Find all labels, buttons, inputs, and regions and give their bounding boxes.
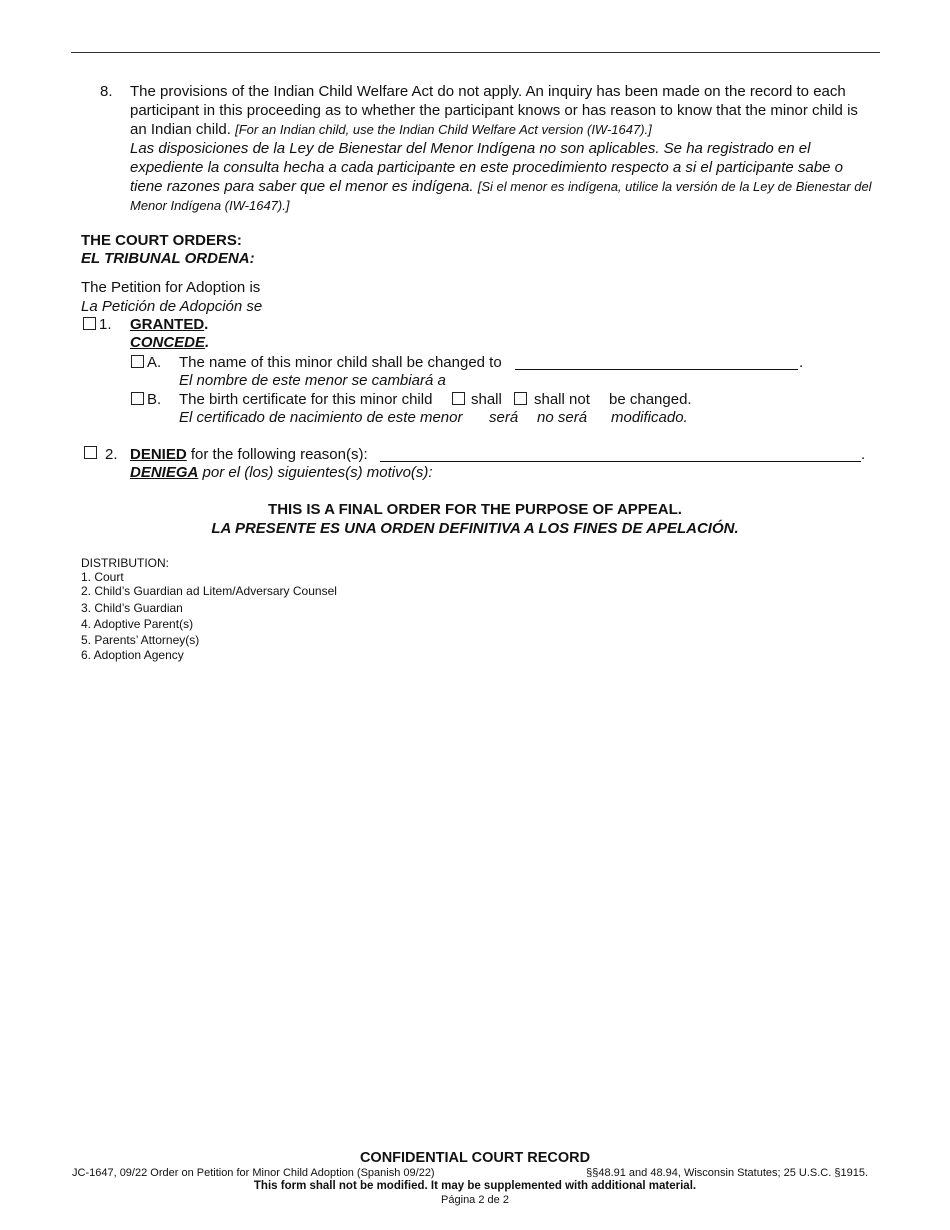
denied-label-es: DENIEGA	[130, 464, 199, 481]
no-sera-label: no será	[537, 409, 588, 426]
distribution-item: 3. Child’s Guardian	[81, 601, 183, 615]
denied-reason-field[interactable]	[380, 461, 861, 462]
granted-number: 1.	[99, 316, 112, 333]
statute-reference: §§48.91 and 48.94, Wisconsin Statutes; 25 U.S.C. §1915.	[586, 1167, 868, 1179]
name-change-period: .	[799, 354, 804, 371]
petition-statement-es: La Petición de Adopción se	[81, 298, 263, 315]
confidential-record-label: CONFIDENTIAL COURT RECORD	[359, 1150, 591, 1166]
denied-number: 2.	[105, 446, 118, 463]
birth-certificate-text: The birth certificate for this minor child	[179, 391, 433, 408]
denied-line	[130, 445, 368, 464]
granted-checkbox[interactable]	[83, 317, 96, 330]
top-rule	[71, 52, 880, 53]
item-8-spanish: Las disposiciones de la Ley de Bienestar del Menor Indígena no son aplicables. Se ha registrado en el expediente la consulta hecha a cada participante en este procedimiento respecto a si el participante sabe o tiene razones para saber que el menor es indígena.	[130, 140, 843, 195]
court-orders-heading-es: EL TRIBUNAL ORDENA:	[81, 250, 255, 267]
denied-reason-prompt: for the following reason(s):	[190, 446, 368, 463]
denied-period: .	[861, 446, 866, 463]
shall-label: shall	[471, 391, 502, 408]
form-id: JC-1647, 09/22 Order on Petition for Minor Child Adoption (Spanish 09/22)	[72, 1167, 435, 1179]
shall-checkbox[interactable]	[452, 392, 465, 405]
denied-reason-prompt-es: por el (los) siguientes(s) motivo(s):	[202, 464, 433, 481]
new-name-field[interactable]	[515, 369, 798, 370]
denied-label: DENIED	[130, 446, 187, 463]
final-order-notice-es: LA PRESENTE ES UNA ORDEN DEFINITIVA A LOS FINES DE APELACIÓN.	[211, 520, 739, 537]
birth-certificate-text-es: El certificado de nacimiento de este menor	[179, 409, 463, 426]
granted-period: .	[204, 316, 209, 333]
option-b-letter: B.	[147, 391, 162, 408]
distribution-item: 6. Adoption Agency	[81, 648, 184, 662]
granted-label-text: GRANTED	[130, 316, 205, 333]
court-orders-heading: THE COURT ORDERS:	[81, 232, 242, 249]
granted-label-es-text: CONCEDE	[130, 334, 206, 351]
sera-label: será	[489, 409, 519, 426]
modificado-label: modificado.	[611, 409, 688, 426]
final-order-notice: THIS IS A FINAL ORDER FOR THE PURPOSE OF APPEAL.	[268, 501, 682, 518]
item-8-paragraph	[130, 82, 875, 215]
denied-line-es	[130, 463, 433, 482]
name-change-text: The name of this minor child shall be changed to	[179, 354, 502, 371]
granted-label	[130, 315, 208, 334]
shall-not-checkbox[interactable]	[514, 392, 527, 405]
petition-statement: The Petition for Adoption is	[81, 279, 261, 296]
denied-checkbox[interactable]	[84, 446, 97, 459]
granted-label-es	[130, 333, 209, 352]
option-a-letter: A.	[147, 354, 162, 371]
item-8-spanish-note: [Si el menor es indígena, utilice la versión de la Ley de Bienestar del Menor Indígena (IW-1647).]	[130, 179, 872, 213]
birth-certificate-checkbox[interactable]	[131, 392, 144, 405]
distribution-item: 5. Parents’ Attorney(s)	[81, 633, 200, 647]
granted-period-es: .	[205, 334, 210, 351]
distribution-item: 2. Child’s Guardian ad Litem/Adversary Counsel	[81, 584, 337, 598]
modification-notice: This form shall not be modified. It may be supplemented with additional material.	[253, 1180, 697, 1192]
be-changed-label: be changed.	[609, 391, 692, 408]
page-number: Página 2 de 2	[441, 1194, 509, 1206]
shall-not-label: shall not	[534, 391, 590, 408]
item-8-english-note: [For an Indian child, use the Indian Child Welfare Act version (IW-1647).]	[235, 122, 652, 137]
name-change-text-es: El nombre de este menor se cambiará a	[179, 372, 446, 389]
distribution-item: 4. Adoptive Parent(s)	[81, 617, 194, 631]
item-8-english: The provisions of the Indian Child Welfare Act do not apply. An inquiry has been made on the record to each participant in this proceeding as to whether the participant knows or has reason to know that the minor child is an Indian child.	[130, 83, 858, 138]
distribution-heading: DISTRIBUTION:	[81, 556, 170, 570]
distribution-item: 1. Court	[81, 570, 124, 584]
item-8-number: 8.	[100, 83, 113, 100]
name-change-checkbox[interactable]	[131, 355, 144, 368]
